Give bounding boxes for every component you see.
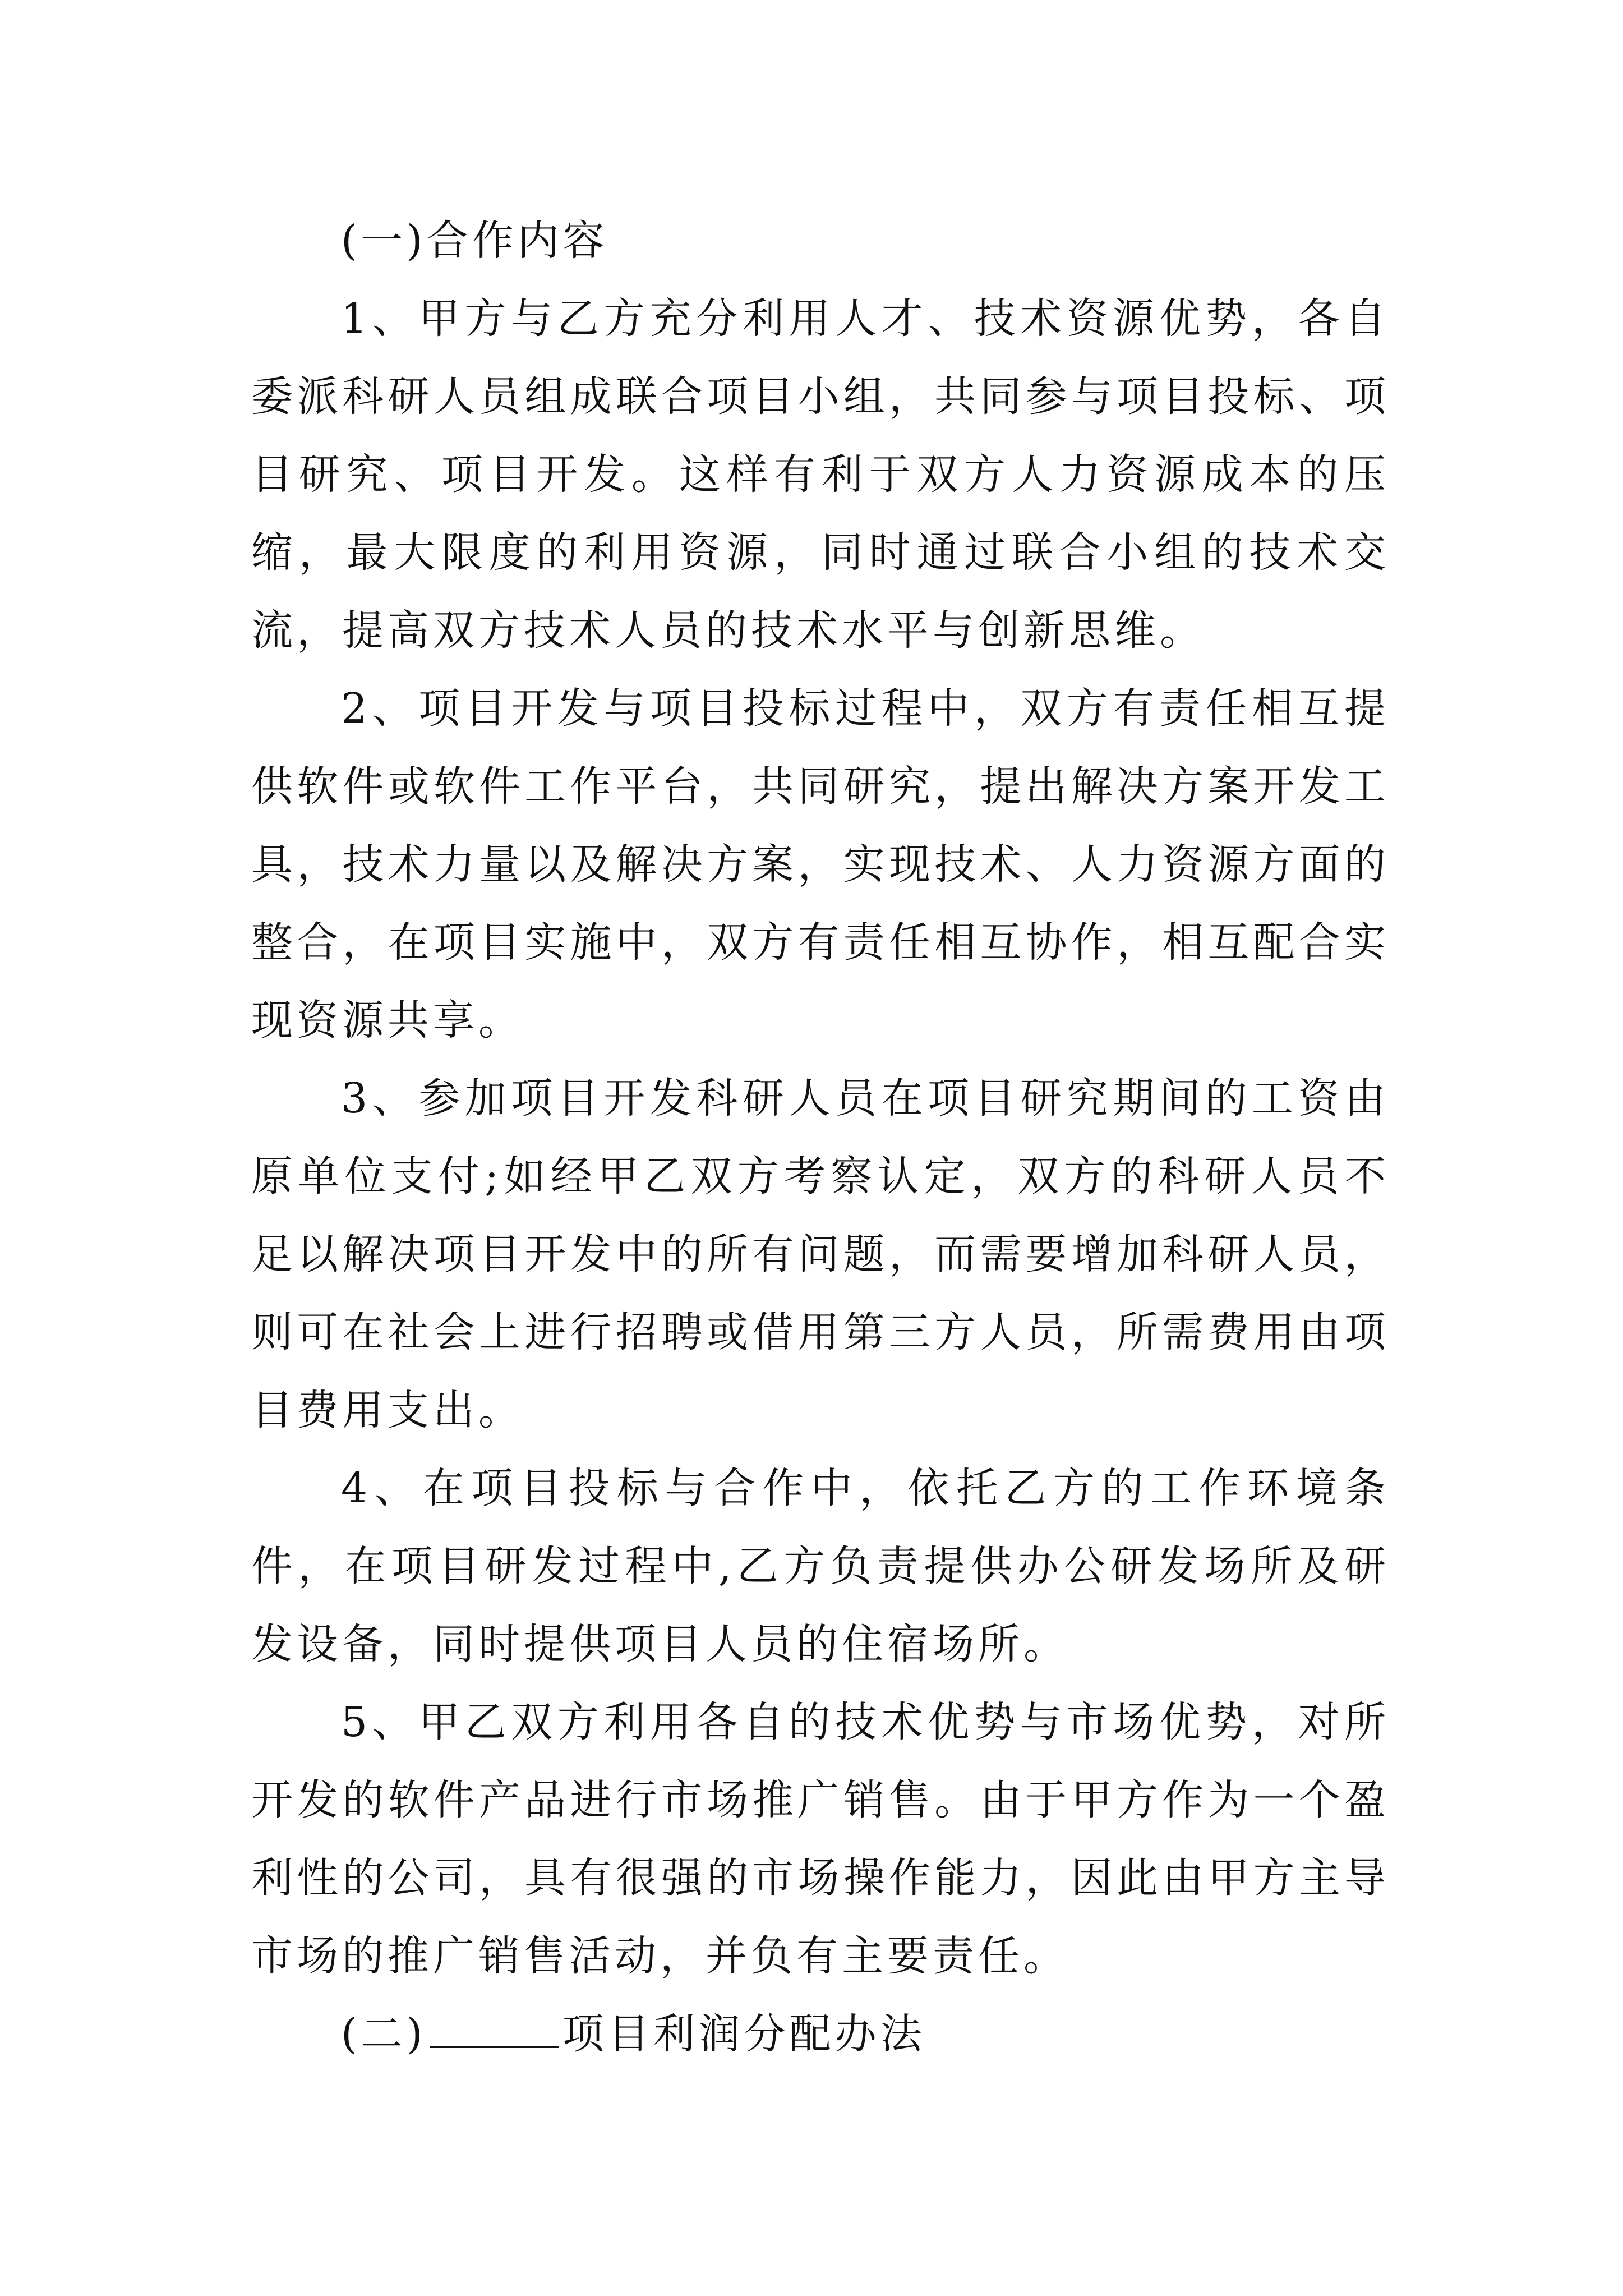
section-heading-profit-distribution	[251, 1995, 1390, 2073]
section-two-title: 项目利润分配办法	[562, 2010, 926, 2058]
paragraph-5: 5、甲乙双方利用各自的技术优势与市场优势，对所开发的软件产品进行市场推广销售。由于甲方作为一个盈利性的公司，具有很强的市场操作能力，因此由甲方主导市场的推广销售活动，并负有主要责任。	[251, 1698, 1390, 1980]
fill-in-blank	[430, 2009, 559, 2048]
paragraph-4: 4、在项目投标与合作中，依托乙方的工作环境条件，在项目研发过程中,乙方负责提供办公研发场所及研发设备，同时提供项目人员的住宿场所。	[251, 1464, 1390, 1668]
section-heading-cooperation-content: (一)合作内容	[341, 217, 608, 265]
section-two-prefix: (二)	[341, 2010, 427, 2058]
document-page	[251, 202, 1390, 2073]
paragraph-3: 3、参加项目开发科研人员在项目研究期间的工资由原单位支付;如经甲乙双方考察认定，双方的科研人员不足以解决项目开发中的所有问题，而需要增加科研人员，则可在社会上进行招聘或借用第三方人员，所需费用由项目费用支出。	[251, 1074, 1390, 1434]
paragraph-1: 1、甲方与乙方充分利用人才、技术资源优势，各自委派科研人员组成联合项目小组，共同参与项目投标、项目研究、项目开发。这样有利于双方人力资源成本的压缩，最大限度的利用资源，同时通过联合小组的技术交流，提高双方技术人员的技术水平与创新思维。	[251, 295, 1390, 655]
paragraph-2: 2、项目开发与项目投标过程中，双方有责任相互提供软件或软件工作平台，共同研究，提出解决方案开发工具，技术力量以及解决方案，实现技术、人力资源方面的整合，在项目实施中，双方有责任相互协作，相互配合实现资源共享。	[251, 684, 1390, 1045]
